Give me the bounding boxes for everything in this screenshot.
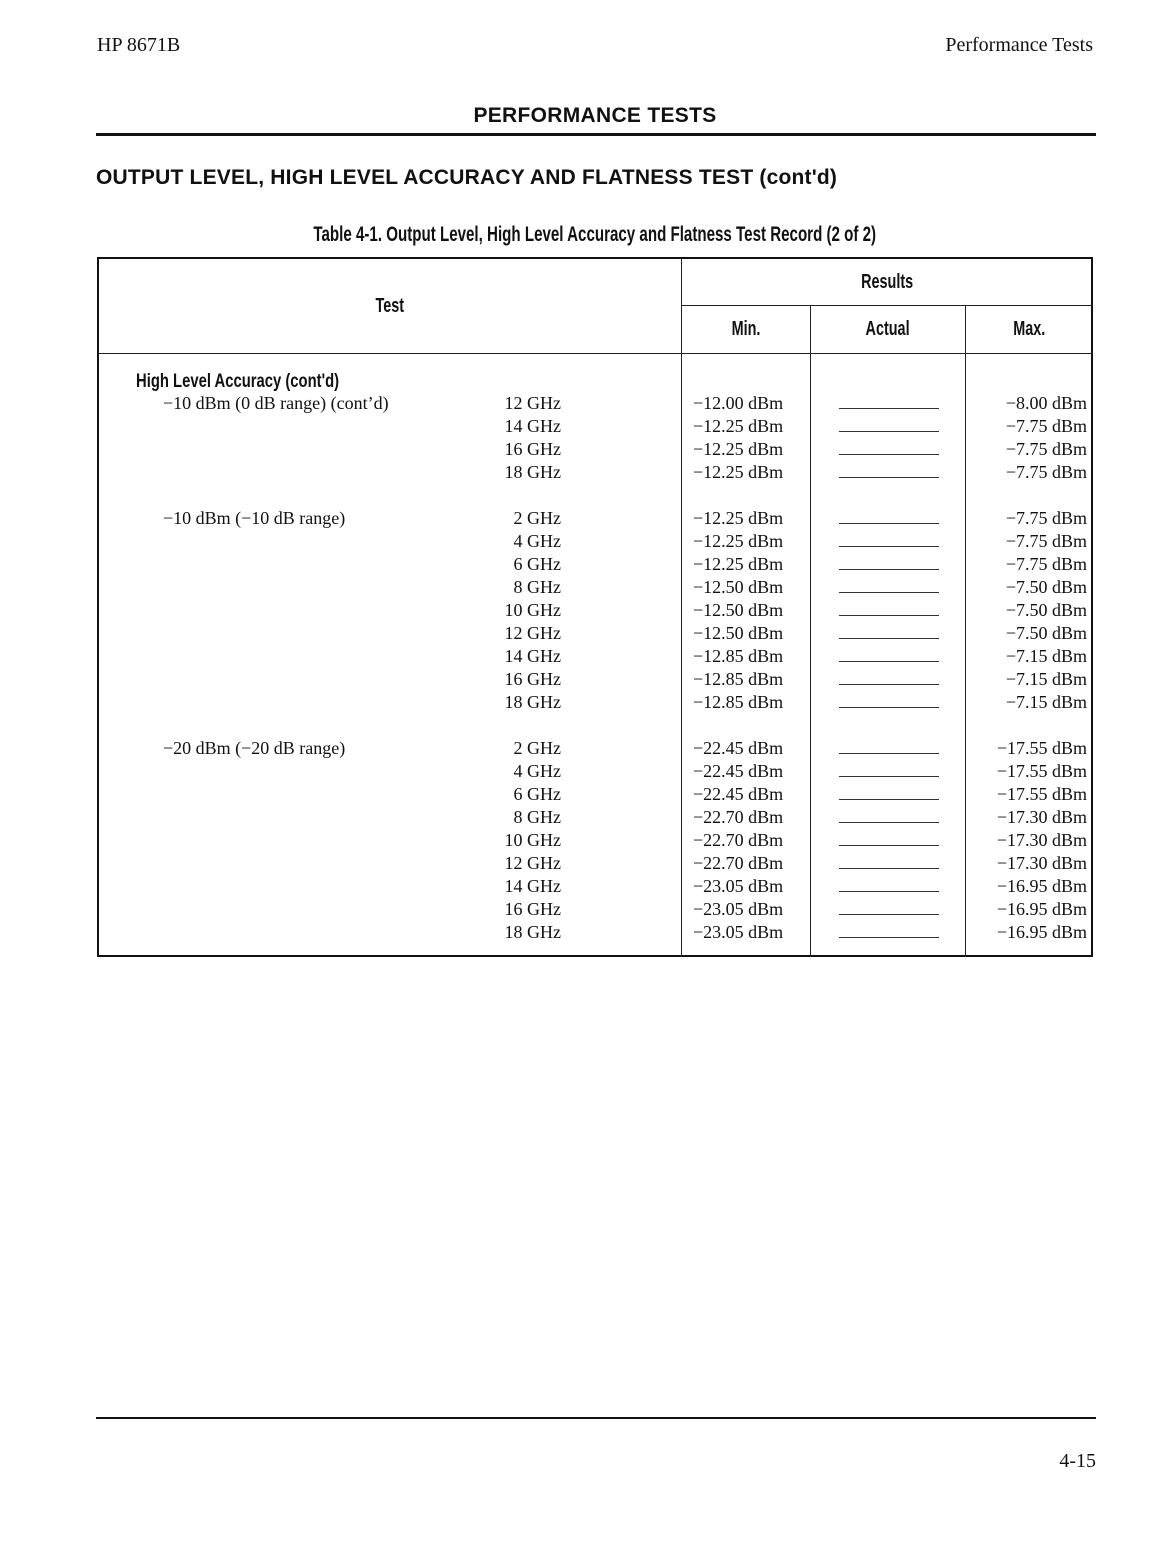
table-row (99, 875, 1095, 898)
page-heading: OUTPUT LEVEL, HIGH LEVEL ACCURACY AND FLATNESS TEST (cont'd) (96, 166, 838, 189)
frequency-cell: 12 GHz (504, 853, 561, 873)
test-record-table (97, 257, 1093, 957)
min-value-cell: −12.85 dBm (693, 646, 784, 666)
frequency-cell: 8 GHz (513, 577, 561, 597)
frequency-cell: 14 GHz (504, 416, 561, 436)
table-row (99, 415, 1095, 438)
min-value-cell: −12.85 dBm (693, 669, 784, 689)
max-value-cell: −17.30 dBm (996, 807, 1087, 827)
table-row (99, 737, 1095, 760)
header-section: Performance Tests (945, 34, 1093, 56)
actual-entry-blank[interactable] (839, 638, 939, 639)
frequency-cell: 8 GHz (513, 807, 561, 827)
table-caption-text: Table 4-1. Output Level, High Level Accuracy and Flatness Test Record (2 of 2) (313, 223, 877, 246)
table-row (99, 392, 1095, 415)
min-value-cell: −12.50 dBm (693, 577, 784, 597)
header-actual: Actual (865, 318, 910, 340)
max-value-cell: −7.15 dBm (1005, 692, 1087, 712)
actual-entry-blank[interactable] (839, 431, 939, 432)
table-row (99, 691, 1095, 714)
section-title: PERFORMANCE TESTS (473, 104, 717, 127)
header-model: HP 8671B (97, 34, 181, 56)
table-row (99, 668, 1095, 691)
max-value-cell: −7.15 dBm (1005, 646, 1087, 666)
actual-entry-blank[interactable] (839, 753, 939, 754)
min-value-cell: −12.25 dBm (693, 439, 784, 459)
max-value-cell: −17.30 dBm (996, 830, 1087, 850)
frequency-cell: 16 GHz (504, 439, 561, 459)
frequency-cell: 4 GHz (513, 531, 561, 551)
frequency-cell: 18 GHz (504, 922, 561, 942)
min-value-cell: −23.05 dBm (693, 922, 784, 942)
min-value-cell: −12.25 dBm (693, 462, 784, 482)
actual-entry-blank[interactable] (839, 891, 939, 892)
frequency-cell: 2 GHz (513, 508, 561, 528)
header-max: Max. (1012, 318, 1046, 340)
table-row (99, 553, 1095, 576)
min-value-cell: −22.45 dBm (693, 761, 784, 781)
top-rule-divider (96, 133, 1096, 136)
max-value-cell: −7.50 dBm (1005, 623, 1087, 643)
min-value-cell: −12.25 dBm (693, 554, 784, 574)
actual-entry-blank[interactable] (839, 454, 939, 455)
table-row (99, 829, 1095, 852)
min-value-cell: −22.70 dBm (693, 807, 784, 827)
frequency-cell: 16 GHz (504, 899, 561, 919)
header-results: Results (860, 271, 914, 293)
max-value-cell: −16.95 dBm (996, 922, 1087, 942)
max-value-cell: −16.95 dBm (996, 876, 1087, 896)
max-value-cell: −7.75 dBm (1005, 416, 1087, 436)
max-value-cell: −7.75 dBm (1005, 439, 1087, 459)
table-row (99, 852, 1095, 875)
frequency-cell: 12 GHz (504, 623, 561, 643)
header-min: Min. (731, 318, 760, 340)
max-value-cell: −8.00 dBm (1005, 393, 1087, 413)
actual-entry-blank[interactable] (839, 937, 939, 938)
min-value-cell: −12.85 dBm (693, 692, 784, 712)
frequency-cell: 18 GHz (504, 462, 561, 482)
table-row (99, 783, 1095, 806)
max-value-cell: −17.55 dBm (996, 784, 1087, 804)
actual-entry-blank[interactable] (839, 546, 939, 547)
table-row (99, 898, 1095, 921)
test-condition-label: −10 dBm (0 dB range) (cont’d) (163, 393, 389, 413)
header-body-divider (99, 353, 1093, 354)
frequency-cell: 14 GHz (504, 646, 561, 666)
actual-entry-blank[interactable] (839, 707, 939, 708)
max-value-cell: −17.30 dBm (996, 853, 1087, 873)
table-row (99, 507, 1095, 530)
table-row (99, 599, 1095, 622)
results-subheader-divider (681, 305, 1093, 306)
test-condition-label: −10 dBm (−10 dB range) (163, 508, 346, 528)
max-value-cell: −7.75 dBm (1005, 462, 1087, 482)
max-value-cell: −7.75 dBm (1005, 531, 1087, 551)
table-row (99, 622, 1095, 645)
max-value-cell: −17.55 dBm (996, 738, 1087, 758)
frequency-cell: 4 GHz (513, 761, 561, 781)
actual-entry-blank[interactable] (839, 776, 939, 777)
min-value-cell: −22.45 dBm (693, 784, 784, 804)
actual-entry-blank[interactable] (839, 914, 939, 915)
min-value-cell: −12.25 dBm (693, 531, 784, 551)
min-value-cell: −23.05 dBm (693, 899, 784, 919)
actual-entry-blank[interactable] (839, 661, 939, 662)
test-condition-label: −20 dBm (−20 dB range) (163, 738, 346, 758)
frequency-cell: 10 GHz (504, 830, 561, 850)
actual-entry-blank[interactable] (839, 408, 939, 409)
actual-entry-blank[interactable] (839, 523, 939, 524)
frequency-cell: 18 GHz (504, 692, 561, 712)
max-value-cell: −7.75 dBm (1005, 554, 1087, 574)
min-value-cell: −12.50 dBm (693, 600, 784, 620)
actual-entry-blank[interactable] (839, 592, 939, 593)
actual-entry-blank[interactable] (839, 822, 939, 823)
frequency-cell: 14 GHz (504, 876, 561, 896)
actual-entry-blank[interactable] (839, 684, 939, 685)
frequency-cell: 6 GHz (513, 784, 561, 804)
actual-entry-blank[interactable] (839, 845, 939, 846)
actual-entry-blank[interactable] (839, 569, 939, 570)
table-row (99, 438, 1095, 461)
min-value-cell: −12.25 dBm (693, 508, 784, 528)
frequency-cell: 16 GHz (504, 669, 561, 689)
min-value-cell: −22.70 dBm (693, 853, 784, 873)
min-value-cell: −23.05 dBm (693, 876, 784, 896)
table-row (99, 530, 1095, 553)
min-value-cell: −12.25 dBm (693, 416, 784, 436)
frequency-cell: 12 GHz (504, 393, 561, 413)
group-title: High Level Accuracy (cont'd) (136, 371, 340, 392)
frequency-cell: 10 GHz (504, 600, 561, 620)
table-row (99, 806, 1095, 829)
max-value-cell: −7.75 dBm (1005, 508, 1087, 528)
min-value-cell: −12.50 dBm (693, 623, 784, 643)
min-value-cell: −12.00 dBm (693, 393, 784, 413)
header-test: Test (375, 295, 405, 317)
table-row (99, 760, 1095, 783)
max-value-cell: −16.95 dBm (996, 899, 1087, 919)
min-value-cell: −22.70 dBm (693, 830, 784, 850)
table-row (99, 645, 1095, 668)
table-row (99, 921, 1095, 944)
max-value-cell: −17.55 dBm (996, 761, 1087, 781)
actual-entry-blank[interactable] (839, 615, 939, 616)
bottom-rule-divider (96, 1417, 1096, 1419)
actual-entry-blank[interactable] (839, 477, 939, 478)
max-value-cell: −7.50 dBm (1005, 577, 1087, 597)
min-value-cell: −22.45 dBm (693, 738, 784, 758)
frequency-cell: 6 GHz (513, 554, 561, 574)
page-number: 4-15 (1059, 1450, 1096, 1472)
max-value-cell: −7.15 dBm (1005, 669, 1087, 689)
table-caption (0, 222, 1176, 247)
actual-entry-blank[interactable] (839, 799, 939, 800)
table-row (99, 576, 1095, 599)
frequency-cell: 2 GHz (513, 738, 561, 758)
actual-entry-blank[interactable] (839, 868, 939, 869)
max-value-cell: −7.50 dBm (1005, 600, 1087, 620)
table-row (99, 461, 1095, 484)
